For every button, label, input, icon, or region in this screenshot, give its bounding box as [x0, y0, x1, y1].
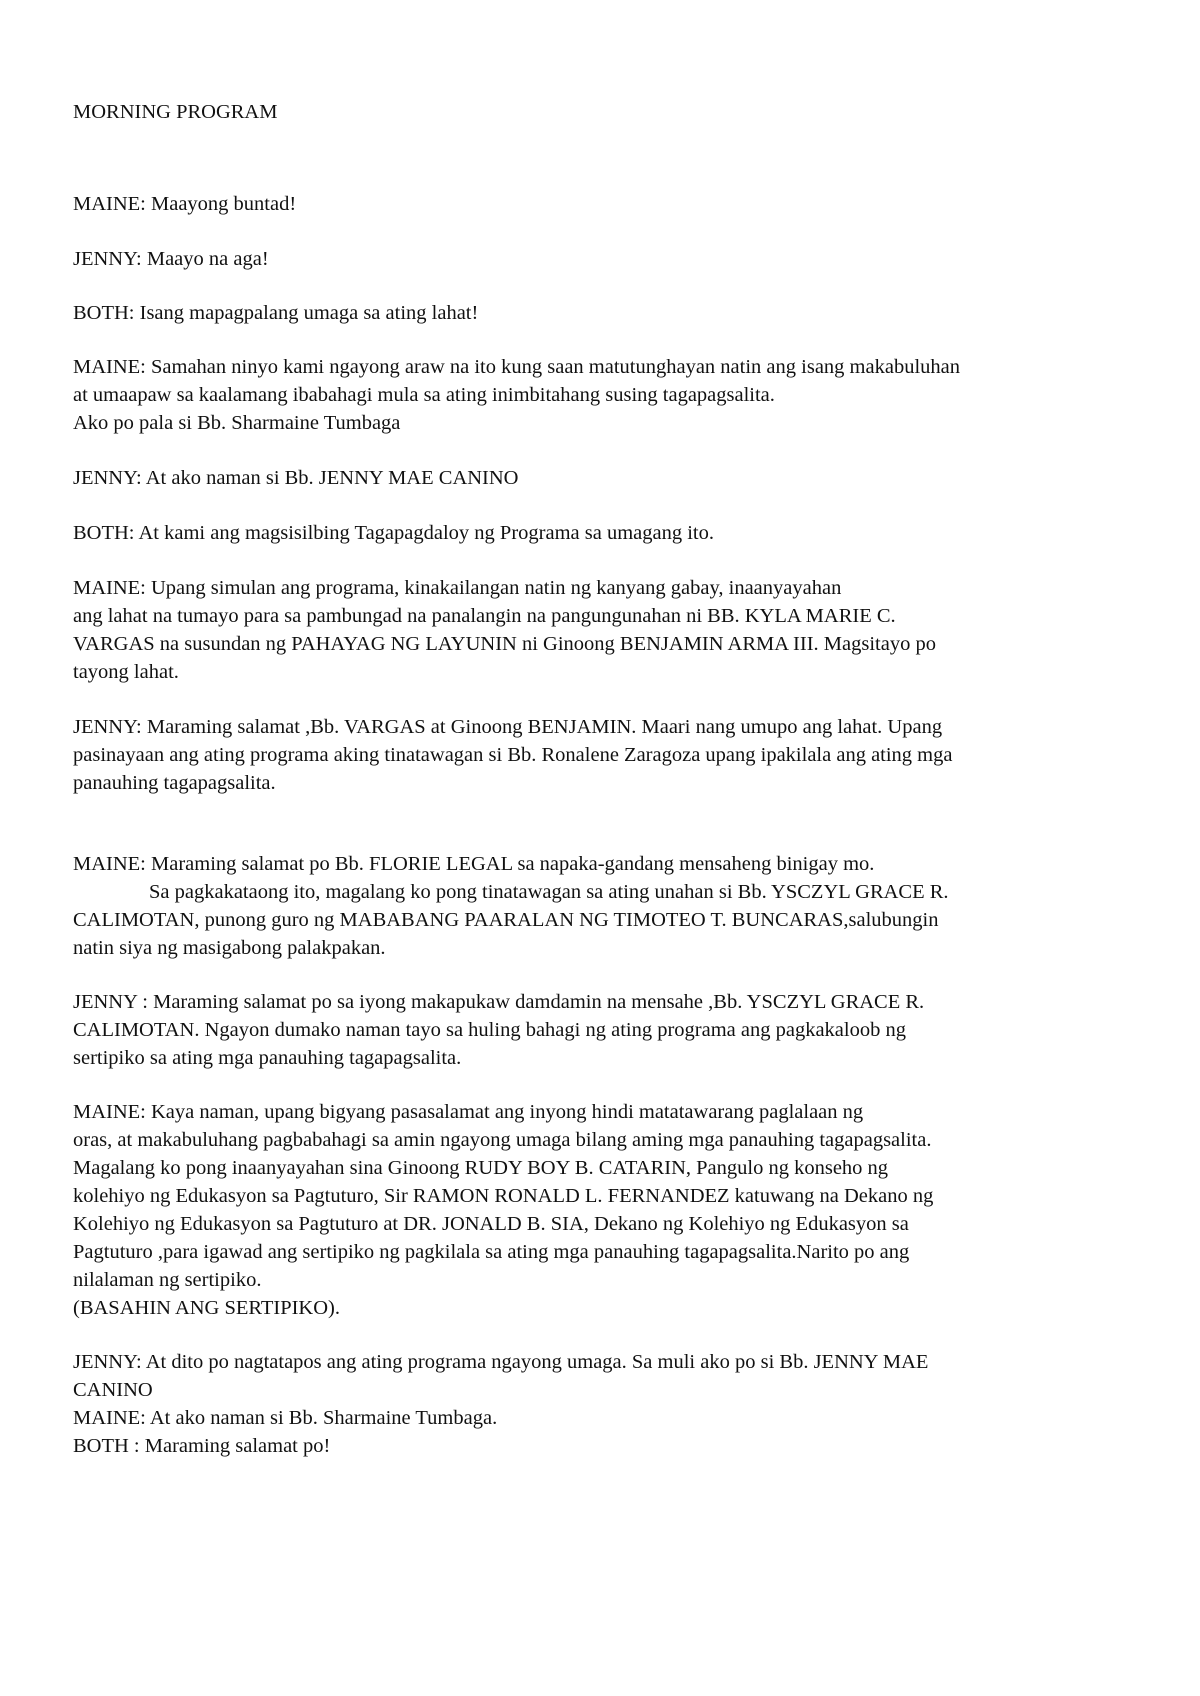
dialogue-line: CALIMOTAN, punong guro ng MABABANG PAARALAN NG TIMOTEO T. BUNCARAS,salubungin	[73, 909, 939, 931]
dialogue-line: kolehiyo ng Edukasyon sa Pagtuturo, Sir RAMON RONALD L. FERNANDEZ katuwang na Dekano ng	[73, 1185, 934, 1207]
dialogue-line: pasinayaan ang ating programa aking tinatawagan si Bb. Ronalene Zaragoza upang ipakilala ang ating mga	[73, 744, 953, 766]
dialogue-turn	[73, 713, 1133, 797]
dialogue-line: panauhing tagapagsalita.	[73, 772, 276, 794]
dialogue-line: Pagtuturo ,para igawad ang sertipiko ng pagkilala sa ating mga panauhing tagapagsalita.Narito po ang	[73, 1241, 910, 1263]
dialogue-turn	[73, 1098, 1133, 1322]
dialogue-line: JENNY: At ako naman si Bb. JENNY MAE CANINO	[73, 467, 519, 489]
dialogue-line: JENNY: At dito po nagtatapos ang ating programa ngayong umaga. Sa muli ako po si Bb. JENNY MAE	[73, 1351, 929, 1373]
dialogue-line: JENNY : Maraming salamat po sa iyong makapukaw damdamin na mensahe ,Bb. YSCZYL GRACE R.	[73, 991, 925, 1013]
dialogue-line: oras, at makabuluhang pagbabahagi sa amin ngayong umaga bilang aming mga panauhing tagapagsalita.	[73, 1129, 932, 1151]
dialogue-turn	[73, 1404, 1133, 1432]
dialogue-line: Magalang ko pong inaanyayahan sina Ginoong RUDY BOY B. CATARIN, Pangulo ng konseho ng	[73, 1157, 889, 1179]
dialogue-line: (BASAHIN ANG SERTIPIKO).	[73, 1297, 340, 1319]
dialogue-line: JENNY: Maayo na aga!	[73, 248, 269, 270]
dialogue-turn	[73, 1432, 1133, 1460]
dialogue-turn	[73, 190, 1133, 218]
dialogue-line: sertipiko sa ating mga panauhing tagapagsalita.	[73, 1047, 462, 1069]
dialogue-line: VARGAS na susundan ng PAHAYAG NG LAYUNIN ni Ginoong BENJAMIN ARMA III. Magsitayo po	[73, 633, 936, 655]
dialogue-line: ang lahat na tumayo para sa pambungad na panalangin na pangungunahan ni BB. KYLA MARIE C.	[73, 605, 896, 627]
dialogue-line: MAINE: Samahan ninyo kami ngayong araw na ito kung saan matutunghayan natin ang isang makabuluhan	[73, 356, 960, 378]
dialogue-turn	[73, 519, 1133, 547]
dialogue-line: MAINE: Upang simulan ang programa, kinakailangan natin ng kanyang gabay, inaanyayahan	[73, 577, 842, 599]
dialogue-line: MAINE: Kaya naman, upang bigyang pasasalamat ang inyong hindi matatawarang paglalaan ng	[73, 1101, 864, 1123]
dialogue-line-indented: Sa pagkakataong ito, magalang ko pong tinatawagan sa ating unahan si Bb. YSCZYL GRACE R.	[149, 881, 949, 903]
dialogue-line: at umaapaw sa kaalamang ibabahagi mula sa ating inimbitahang susing tagapagsalita.	[73, 384, 775, 406]
dialogue-line: BOTH: At kami ang magsisilbing Tagapagdaloy ng Programa sa umagang ito.	[73, 522, 714, 544]
dialogue-line: nilalaman ng sertipiko.	[73, 1269, 262, 1291]
dialogue-turn	[73, 353, 1133, 437]
dialogue-line: CALIMOTAN. Ngayon dumako naman tayo sa huling bahagi ng ating programa ang pagkakaloob ng	[73, 1019, 906, 1041]
document-body	[73, 98, 1133, 1460]
dialogue-line: MAINE: At ako naman si Bb. Sharmaine Tumbaga.	[73, 1407, 498, 1429]
dialogue-turn	[73, 1348, 1133, 1404]
dialogue-line: natin siya ng masigabong palakpakan.	[73, 937, 386, 959]
dialogue-turn	[73, 245, 1133, 273]
dialogue-line: MAINE: Maraming salamat po Bb. FLORIE LEGAL sa napaka-gandang mensaheng binigay mo.	[73, 853, 875, 875]
dialogue-turn	[73, 299, 1133, 327]
dialogue-line: MAINE: Maayong buntad!	[73, 193, 297, 215]
dialogue-line: CANINO	[73, 1379, 153, 1401]
dialogue-turn	[73, 988, 1133, 1072]
dialogue-turn	[73, 574, 1133, 686]
dialogue-line: Ako po pala si Bb. Sharmaine Tumbaga	[73, 412, 401, 434]
dialogue-turn	[73, 464, 1133, 492]
dialogue-line: tayong lahat.	[73, 661, 179, 683]
document-title: MORNING PROGRAM	[73, 101, 278, 123]
dialogue-line: JENNY: Maraming salamat ,Bb. VARGAS at Ginoong BENJAMIN. Maari nang umupo ang lahat. Upang	[73, 716, 943, 738]
dialogue-line: Kolehiyo ng Edukasyon sa Pagtuturo at DR. JONALD B. SIA, Dekano ng Kolehiyo ng Edukasyon sa	[73, 1213, 909, 1235]
dialogue-turn	[73, 850, 1133, 962]
dialogue-line: BOTH : Maraming salamat po!	[73, 1435, 331, 1457]
dialogue-line: BOTH: Isang mapagpalang umaga sa ating lahat!	[73, 302, 479, 324]
